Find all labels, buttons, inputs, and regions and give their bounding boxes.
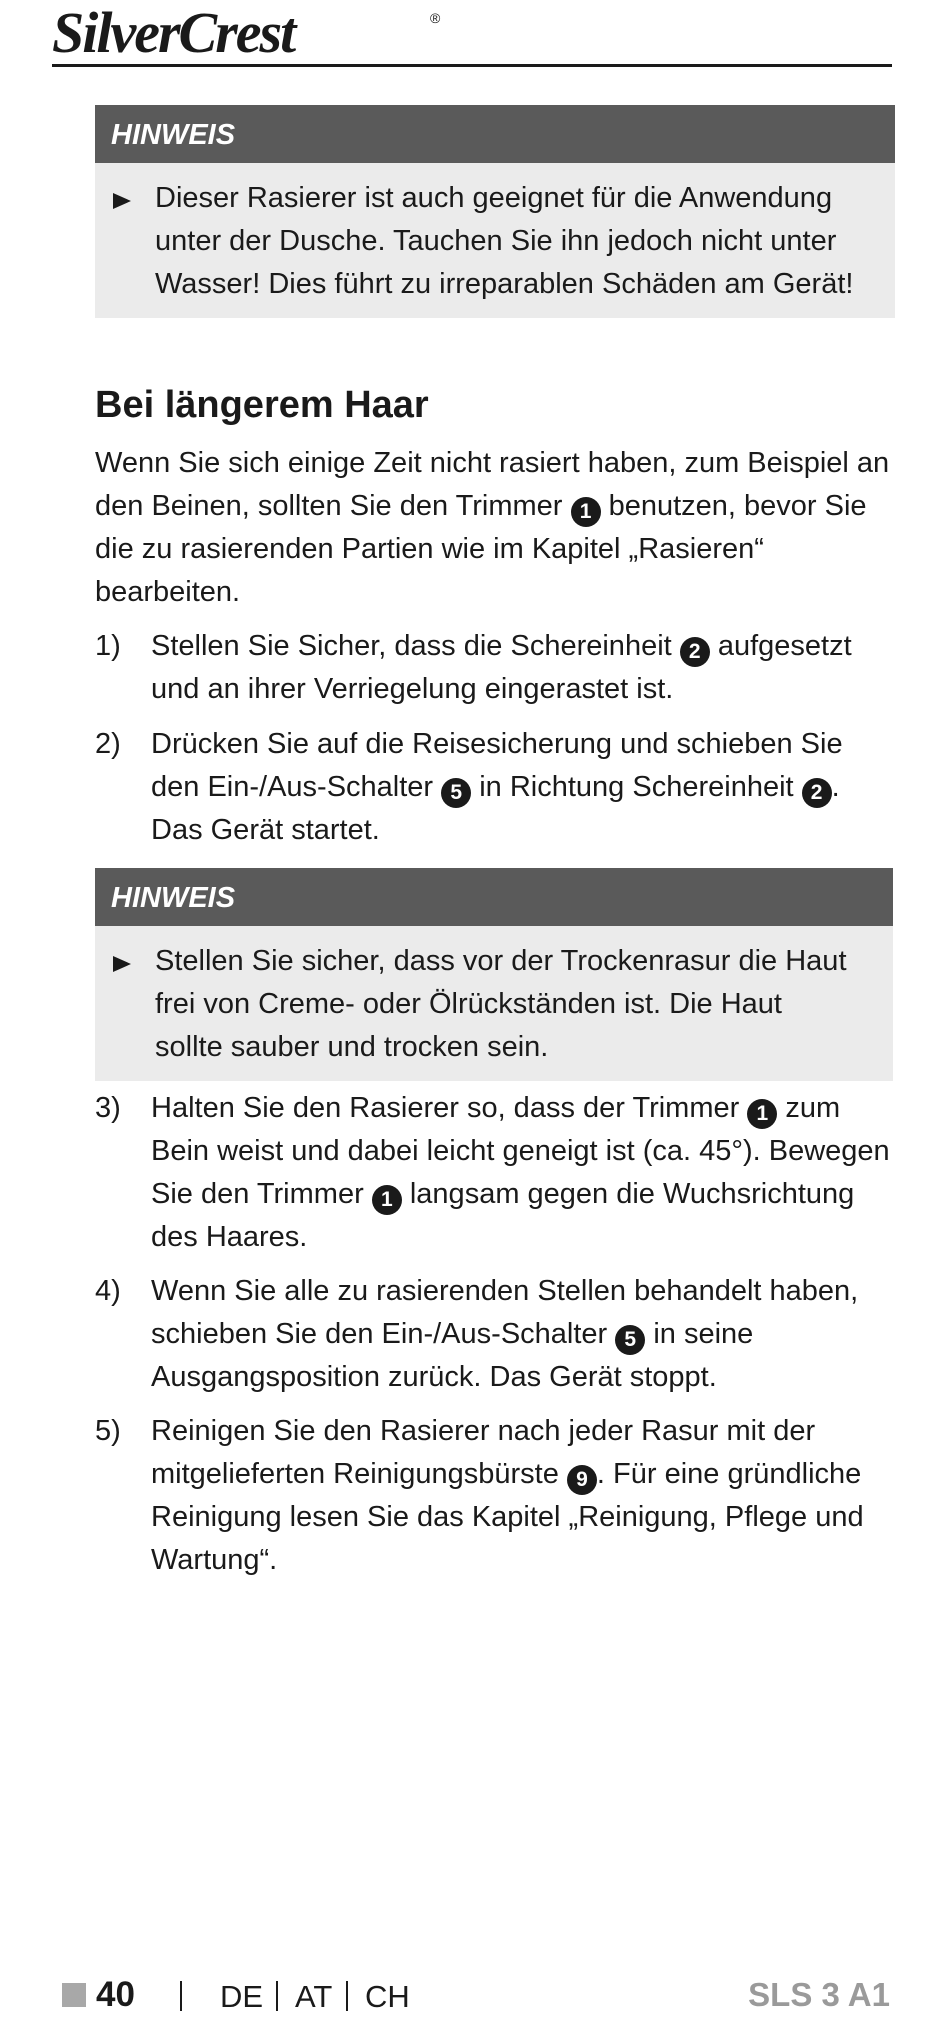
step-text-b: . Für eine gründliche Reinigung lesen Sie das Kapitel „Reinigung, Pflege und Wartung“. xyxy=(151,1458,864,1576)
intro-text-a: Wenn Sie sich einige Zeit nicht rasiert haben, zum Beispiel an den Beinen, sollten Sie den Trimmer xyxy=(95,447,890,522)
registered-mark: ® xyxy=(430,10,441,26)
triangle-bullet-icon xyxy=(113,956,131,972)
step-text-a: Wenn Sie alle zu rasierenden Stellen behandelt haben, schieben Sie den Ein-/Aus-Schalter xyxy=(151,1275,859,1350)
note-title: HINWEIS xyxy=(95,105,895,163)
part-number-badge: 1 xyxy=(571,497,601,527)
page-number: 40 xyxy=(96,1975,135,2014)
part-number-badge: 2 xyxy=(802,778,832,808)
step-text-c: langsam gegen die Wuchsrichtung des Haares. xyxy=(151,1178,855,1253)
divider xyxy=(180,1981,182,2011)
note-text: Stellen Sie sicher, dass vor der Trockenrasur die Haut frei von Creme- oder Ölrückständen ist. Die Haut sollte sauber und trocken sein. xyxy=(155,945,847,1063)
step-text-a: Stellen Sie Sicher, dass die Schereinheit xyxy=(151,630,672,662)
step-text xyxy=(151,1410,895,1582)
note-box xyxy=(95,868,893,1081)
model-number: SLS 3 A1 xyxy=(748,1976,890,2013)
intro-paragraph xyxy=(95,442,895,614)
step-text xyxy=(151,723,895,852)
step-text-a: Halten Sie den Rasierer so, dass der Trimmer xyxy=(151,1092,740,1124)
note-body xyxy=(95,926,893,1081)
part-number-badge: 9 xyxy=(567,1465,597,1495)
part-number-badge: 1 xyxy=(372,1185,402,1215)
section-heading: Bei längerem Haar xyxy=(95,384,429,426)
step-number: 2) xyxy=(95,728,121,760)
step-text-c: . Das Gerät startet. xyxy=(151,771,840,846)
lang-ch: CH xyxy=(365,1979,410,2014)
note-body xyxy=(95,163,895,318)
step-text-b: in Richtung Schereinheit xyxy=(479,771,794,803)
triangle-bullet-icon xyxy=(113,193,131,209)
step-text-b: aufgesetzt und an ihrer Verriegelung eingerastet ist. xyxy=(151,630,852,705)
part-number-badge: 1 xyxy=(747,1099,777,1129)
note-text: Dieser Rasierer ist auch geeignet für die Anwendung unter der Dusche. Tauchen Sie ihn jedoch nicht unter Wasser! Dies führt zu irreparablen Schäden am Gerät! xyxy=(155,182,854,300)
step-text-a: Reinigen Sie den Rasierer nach jeder Rasur mit der mitgelieferten Reinigungsbürste xyxy=(151,1415,816,1490)
lang-de: DE xyxy=(220,1979,264,2014)
note-title: HINWEIS xyxy=(95,868,893,926)
step-text-a: Drücken Sie auf die Reisesicherung und schieben Sie den Ein-/Aus-Schalter xyxy=(151,728,843,803)
step-text-b: zum Bein weist und dabei leicht geneigt ist (ca. 45°). Bewegen Sie den Trimmer xyxy=(151,1092,890,1210)
square-marker-icon xyxy=(62,1983,86,2007)
page-footer xyxy=(0,1975,950,2015)
step-number: 3) xyxy=(95,1092,121,1124)
step-text-b: in seine Ausgangsposition zurück. Das Gerät stoppt. xyxy=(151,1318,754,1393)
step-number: 1) xyxy=(95,630,121,662)
brand-logo: SilverCrest xyxy=(52,0,295,65)
part-number-badge: 5 xyxy=(615,1325,645,1355)
step-text xyxy=(151,625,895,711)
step-text xyxy=(151,1270,895,1399)
divider xyxy=(276,1981,278,2011)
intro-text-b: benutzen, bevor Sie die zu rasierenden Partien wie im Kapitel „Rasieren“ bearbeiten. xyxy=(95,490,867,608)
step-number: 4) xyxy=(95,1275,121,1307)
note-box xyxy=(95,105,895,318)
divider xyxy=(346,1981,348,2011)
step-number: 5) xyxy=(95,1415,121,1447)
part-number-badge: 5 xyxy=(441,778,471,808)
lang-at: AT xyxy=(295,1979,333,2014)
part-number-badge: 2 xyxy=(680,637,710,667)
brand-header xyxy=(52,0,892,67)
step-text xyxy=(151,1087,895,1259)
